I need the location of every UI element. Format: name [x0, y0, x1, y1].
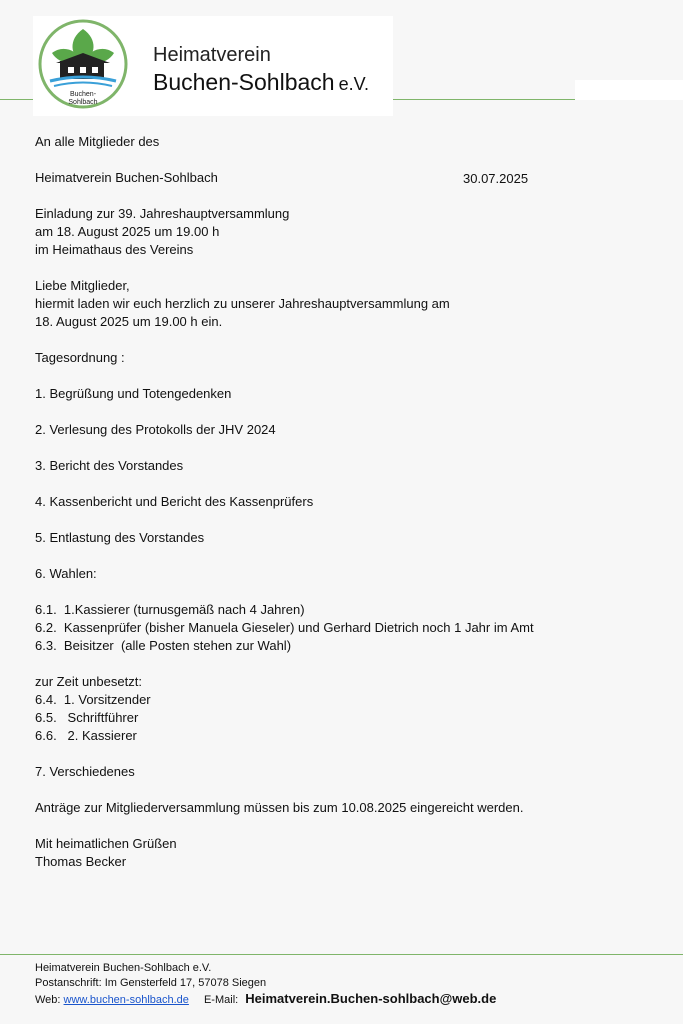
election-item: 6.3. Beisitzer (alle Posten stehen zur Wahl) — [35, 638, 292, 653]
org-suffix: e.V. — [338, 74, 369, 94]
footer-postal: Postanschrift: Im Gensterfeld 17, 57078 Siegen — [35, 977, 267, 989]
org-name-line1: Heimatverein — [153, 44, 271, 66]
election-item: 6.1. 1.Kassierer (turnusgemäß nach 4 Jahren) — [35, 602, 305, 617]
subject-line2: am 18. August 2025 um 19.00 h — [35, 224, 220, 239]
logo-text-2: Sohlbach — [68, 99, 98, 106]
agenda-item: 2. Verlesung des Protokolls der JHV 2024 — [35, 422, 276, 437]
website-link[interactable]: www.buchen-sohlbach.de — [63, 994, 189, 1006]
footer-contact — [35, 991, 496, 1008]
letterhead — [33, 16, 393, 116]
vacant-title: zur Zeit unbesetzt: — [35, 674, 142, 689]
footer — [35, 961, 496, 1008]
header-white-block — [575, 80, 683, 100]
agenda-item: 6. Wahlen: — [35, 566, 97, 581]
vacant-item: 6.6. 2. Kassierer — [35, 728, 137, 743]
intro-line2: 18. August 2025 um 19.00 h ein. — [35, 314, 223, 329]
vacant-item: 6.5. Schriftführer — [35, 710, 139, 725]
signature: Thomas Becker — [35, 854, 127, 869]
greeting: Liebe Mitglieder, — [35, 278, 130, 293]
web-label: Web: — [35, 994, 61, 1006]
subject-line1: Einladung zur 39. Jahreshauptversammlung — [35, 206, 290, 221]
addressee-line2: Heimatverein Buchen-Sohlbach — [35, 170, 218, 185]
motions-note: Anträge zur Mitgliederversammlung müssen bis zum 10.08.2025 eingereicht werden. — [35, 800, 524, 815]
logo-text-1: Buchen- — [69, 91, 97, 98]
org-name: Buchen-Sohlbach — [153, 69, 335, 95]
agenda-title: Tagesordnung : — [35, 350, 125, 365]
agenda-item: 4. Kassenbericht und Bericht des Kassenprüfers — [35, 494, 314, 509]
agenda-item: 7. Verschiedenes — [35, 764, 135, 779]
letter-date: 30.07.2025 — [463, 171, 529, 186]
closing: Mit heimatlichen Grüßen — [35, 836, 177, 851]
agenda-item: 1. Begrüßung und Totengedenken — [35, 386, 232, 401]
footer-org: Heimatverein Buchen-Sohlbach e.V. — [35, 962, 212, 974]
email-label: E-Mail: — [203, 994, 239, 1006]
agenda-item: 5. Entlastung des Vorstandes — [35, 530, 205, 545]
org-name-line2 — [153, 69, 369, 96]
vacant-item: 6.4. 1. Vorsitzender — [35, 692, 151, 707]
addressee-line1: An alle Mitglieder des — [35, 134, 160, 149]
email-address[interactable]: Heimatverein.Buchen-sohlbach@web.de — [245, 991, 497, 1006]
subject-line3: im Heimathaus des Vereins — [35, 242, 194, 257]
agenda-item: 3. Bericht des Vorstandes — [35, 458, 184, 473]
footer-divider — [0, 954, 683, 955]
intro-line1: hiermit laden wir euch herzlich zu unserer Jahreshauptversammlung am — [35, 296, 450, 311]
club-logo-icon — [38, 19, 128, 109]
election-item: 6.2. Kassenprüfer (bisher Manuela Gieseler) und Gerhard Dietrich noch 1 Jahr im Amt — [35, 620, 534, 635]
